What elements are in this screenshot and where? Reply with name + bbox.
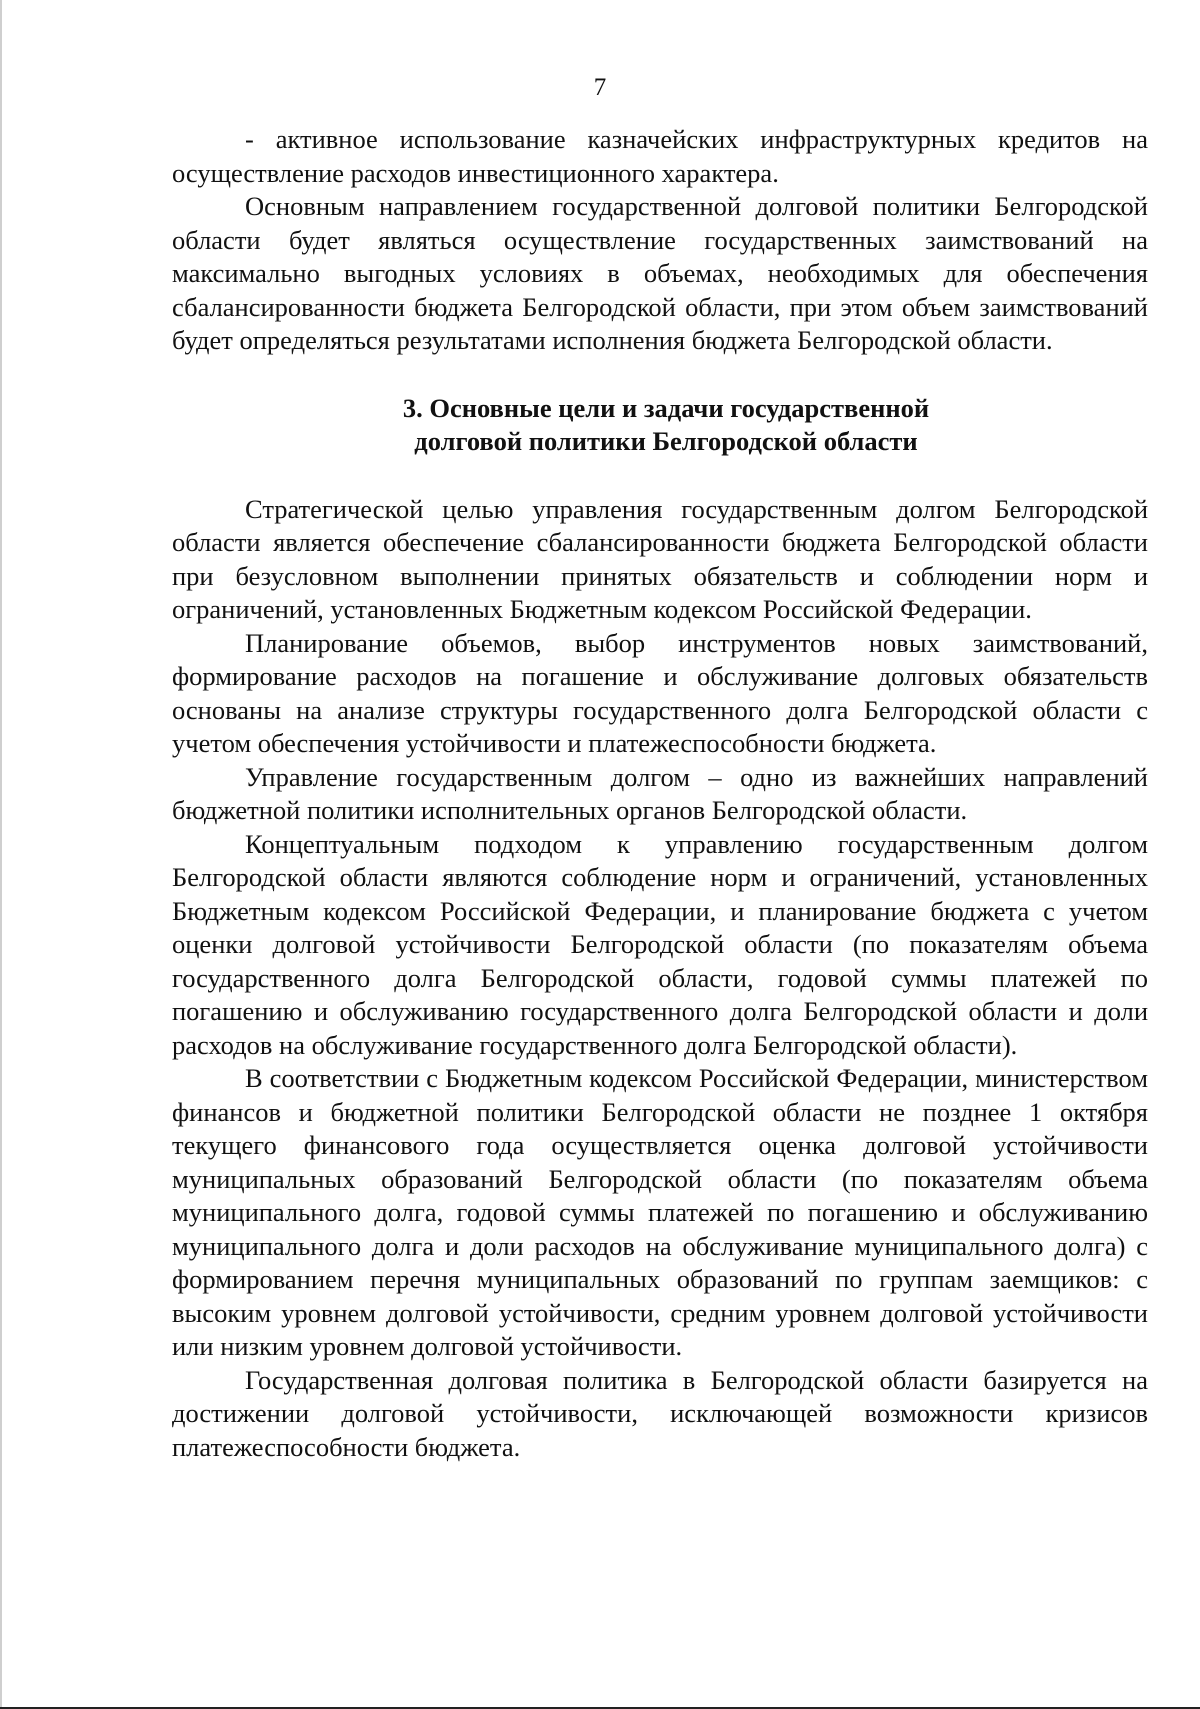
paragraph-municipal-assessment: В соответствии с Бюджетным кодексом Российской Федерации, министерством финансов и бюджетной политики Белгородской области не позднее 1 октября текущего финансового года осуществляется оценка долговой устойчивости муниципальных образований Белгородской области (по показателям объема муниципального долга, годовой суммы платежей по погашению и обслуживанию муниципального долга и доли расходов на обслуживание муниципального долга) с формированием перечня муниципальных образований по группам заемщиков: с высоким уровнем долговой устойчивости, средним уровнем долговой устойчивости или низким уровнем долговой устойчивости. [172, 1063, 1148, 1361]
paragraph-debt-management: Управление государственным долгом – одно из важнейших направлений бюджетной политики исполнительных органов Белгородской области. [172, 761, 1148, 825]
paragraph-policy-basis: Государственная долговая политика в Белгородской области базируется на достижении долговой устойчивости, исключающей возможности кризисов платежеспособности бюджета. [172, 1364, 1148, 1462]
paragraph-strategic-goal: Стратегической целью управления государственным долгом Белгородской области является обеспечение сбалансированности бюджета Белгородской области при безусловном выполнении принятых обязательств и соблюдении норм и ограничений, установленных Бюджетным кодексом Российской Федерации. [172, 493, 1148, 624]
paragraph-treasury-credits: - активное использование казначейских инфраструктурных кредитов на осуществление расходов инвестиционного характера. [172, 124, 1148, 188]
section-heading-line-2: долговой политики Белгородской области [414, 426, 918, 456]
paragraph-planning-volumes: Планирование объемов, выбор инструментов новых заимствований, формирование расходов на погашение и обслуживание долговых обязательств основаны на анализе структуры государственного долга Белгородской области с учетом обеспечения устойчивости и платежеспособности бюджета. [172, 627, 1148, 758]
section-heading-line-1: 3. Основные цели и задачи государственной [402, 392, 930, 423]
section-heading [172, 392, 1148, 459]
document-body [172, 123, 1148, 1464]
page-number: 7 [593, 74, 607, 101]
scan-edge-left [0, 0, 2, 1709]
paragraph-debt-policy-direction: Основным направлением государственной долговой политики Белгородской области будет являться осуществление государственных заимствований на максимально выгодных условиях в объемах, необходимых для обеспечения сбалансированности бюджета Белгородской области, при этом объем заимствований будет определяться результатами исполнения бюджета Белгородской области. [172, 191, 1148, 355]
paragraph-conceptual-approach: Концептуальным подходом к управлению государственным долгом Белгородской области являются соблюдение норм и ограничений, установленных Бюджетным кодексом Российской Федерации, и планирование бюджета с учетом оценки долговой устойчивости Белгородской области (по показателям объема государственного долга Белгородской области, годовой суммы платежей по погашению и обслуживанию государственного долга Белгородской области и доли расходов на обслуживание государственного долга Белгородской области). [172, 828, 1148, 1060]
